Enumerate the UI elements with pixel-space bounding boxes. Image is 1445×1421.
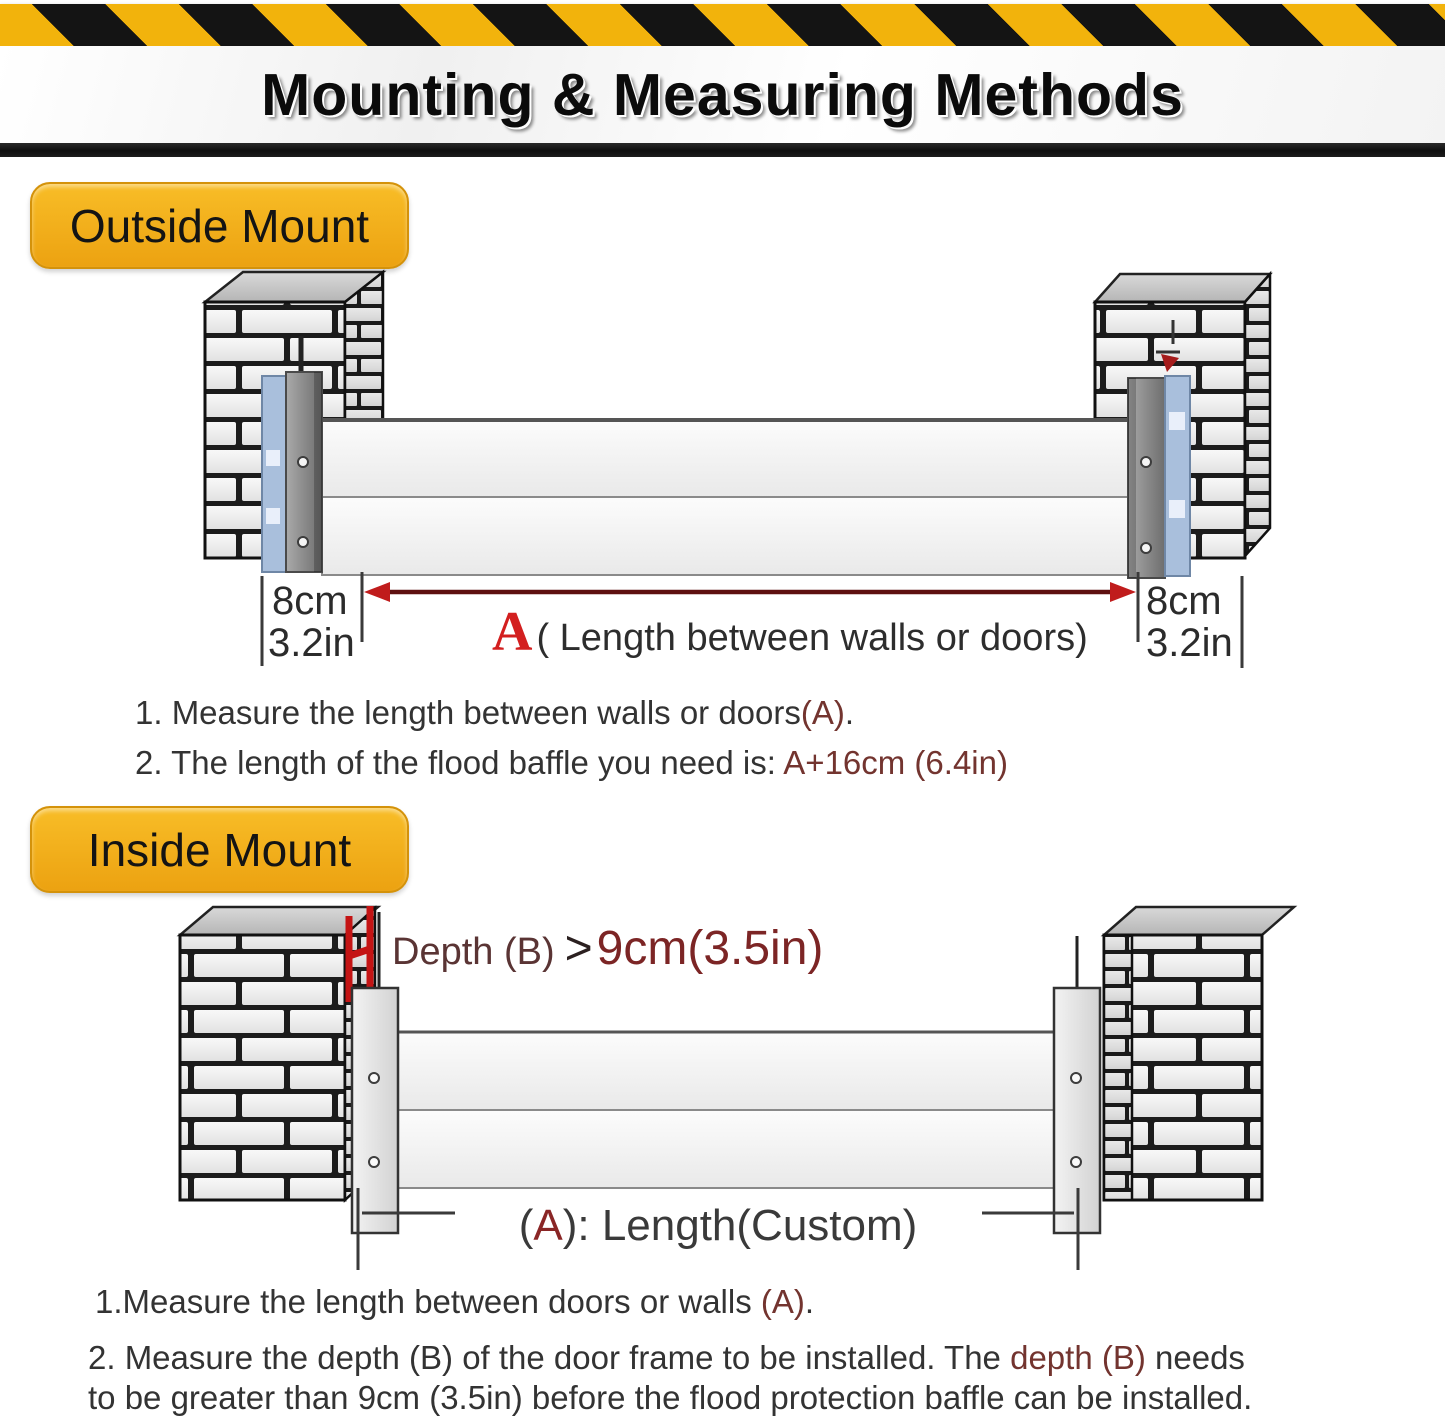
- dim-left-cm: 8cm: [272, 579, 348, 623]
- inside-mount-label: [30, 806, 409, 893]
- screw: [298, 457, 308, 467]
- header-divider-bar: [0, 143, 1445, 157]
- outside-step-1: 1. Measure the length between walls or doors(A).: [135, 694, 855, 731]
- screw: [1071, 1073, 1081, 1083]
- dim-right-cm: 8cm: [1146, 579, 1222, 623]
- gasket-notch: [1169, 412, 1185, 430]
- gasket-notch: [1169, 500, 1185, 518]
- inside-mount-diagram: [0, 895, 1445, 1280]
- flood-barrier-panels: [398, 1032, 1054, 1188]
- inside-dimensions: [358, 1188, 1078, 1270]
- page-title: Mounting & Measuring Methods: [261, 61, 1184, 128]
- outside-mount-label-text: Outside Mount: [69, 199, 370, 252]
- outside-step-2: 2. The length of the flood baffle you need is: A+16cm (6.4in): [135, 744, 1008, 781]
- screw: [298, 537, 308, 547]
- gasket-notch: [266, 450, 280, 466]
- dim-left-in: 3.2in: [268, 621, 355, 665]
- header: [0, 46, 1445, 143]
- inside-right-brick-pillar: [1104, 907, 1294, 1200]
- inside-mount-label-text: Inside Mount: [87, 823, 352, 876]
- dim-right-in: 3.2in: [1146, 621, 1233, 665]
- outside-dimensions: [262, 572, 1242, 668]
- screw: [1141, 543, 1151, 553]
- outside-mount-diagram: [0, 258, 1445, 688]
- inside-step-2: 2. Measure the depth (B) of the door frame to be installed. The depth (B) needs to be greater than 9cm (3.5in) before the flood protection baffle can be installed.: [88, 1339, 1253, 1416]
- screw: [369, 1073, 379, 1083]
- arrowhead-left: [364, 582, 390, 602]
- gasket-notch: [266, 508, 280, 524]
- outside-right-channel-assembly: [1128, 354, 1190, 578]
- inside-step-1: 1.Measure the length between doors or walls (A).: [95, 1283, 815, 1320]
- gasket-strip: [1165, 376, 1190, 576]
- depth-caption: Depth (B) >9cm(3.5in): [392, 922, 824, 975]
- arrowhead-right: [1110, 582, 1136, 602]
- outside-mount-label: [30, 182, 409, 269]
- hazard-stripe-band: [0, 4, 1445, 46]
- flood-barrier-panels: [322, 420, 1128, 575]
- length-a-caption: A ( Length between walls or doors): [492, 601, 1088, 663]
- screw: [1071, 1157, 1081, 1167]
- screw: [369, 1157, 379, 1167]
- screw: [1141, 457, 1151, 467]
- length-custom-caption: (A): Length(Custom): [518, 1201, 918, 1250]
- gasket-strip: [262, 376, 286, 572]
